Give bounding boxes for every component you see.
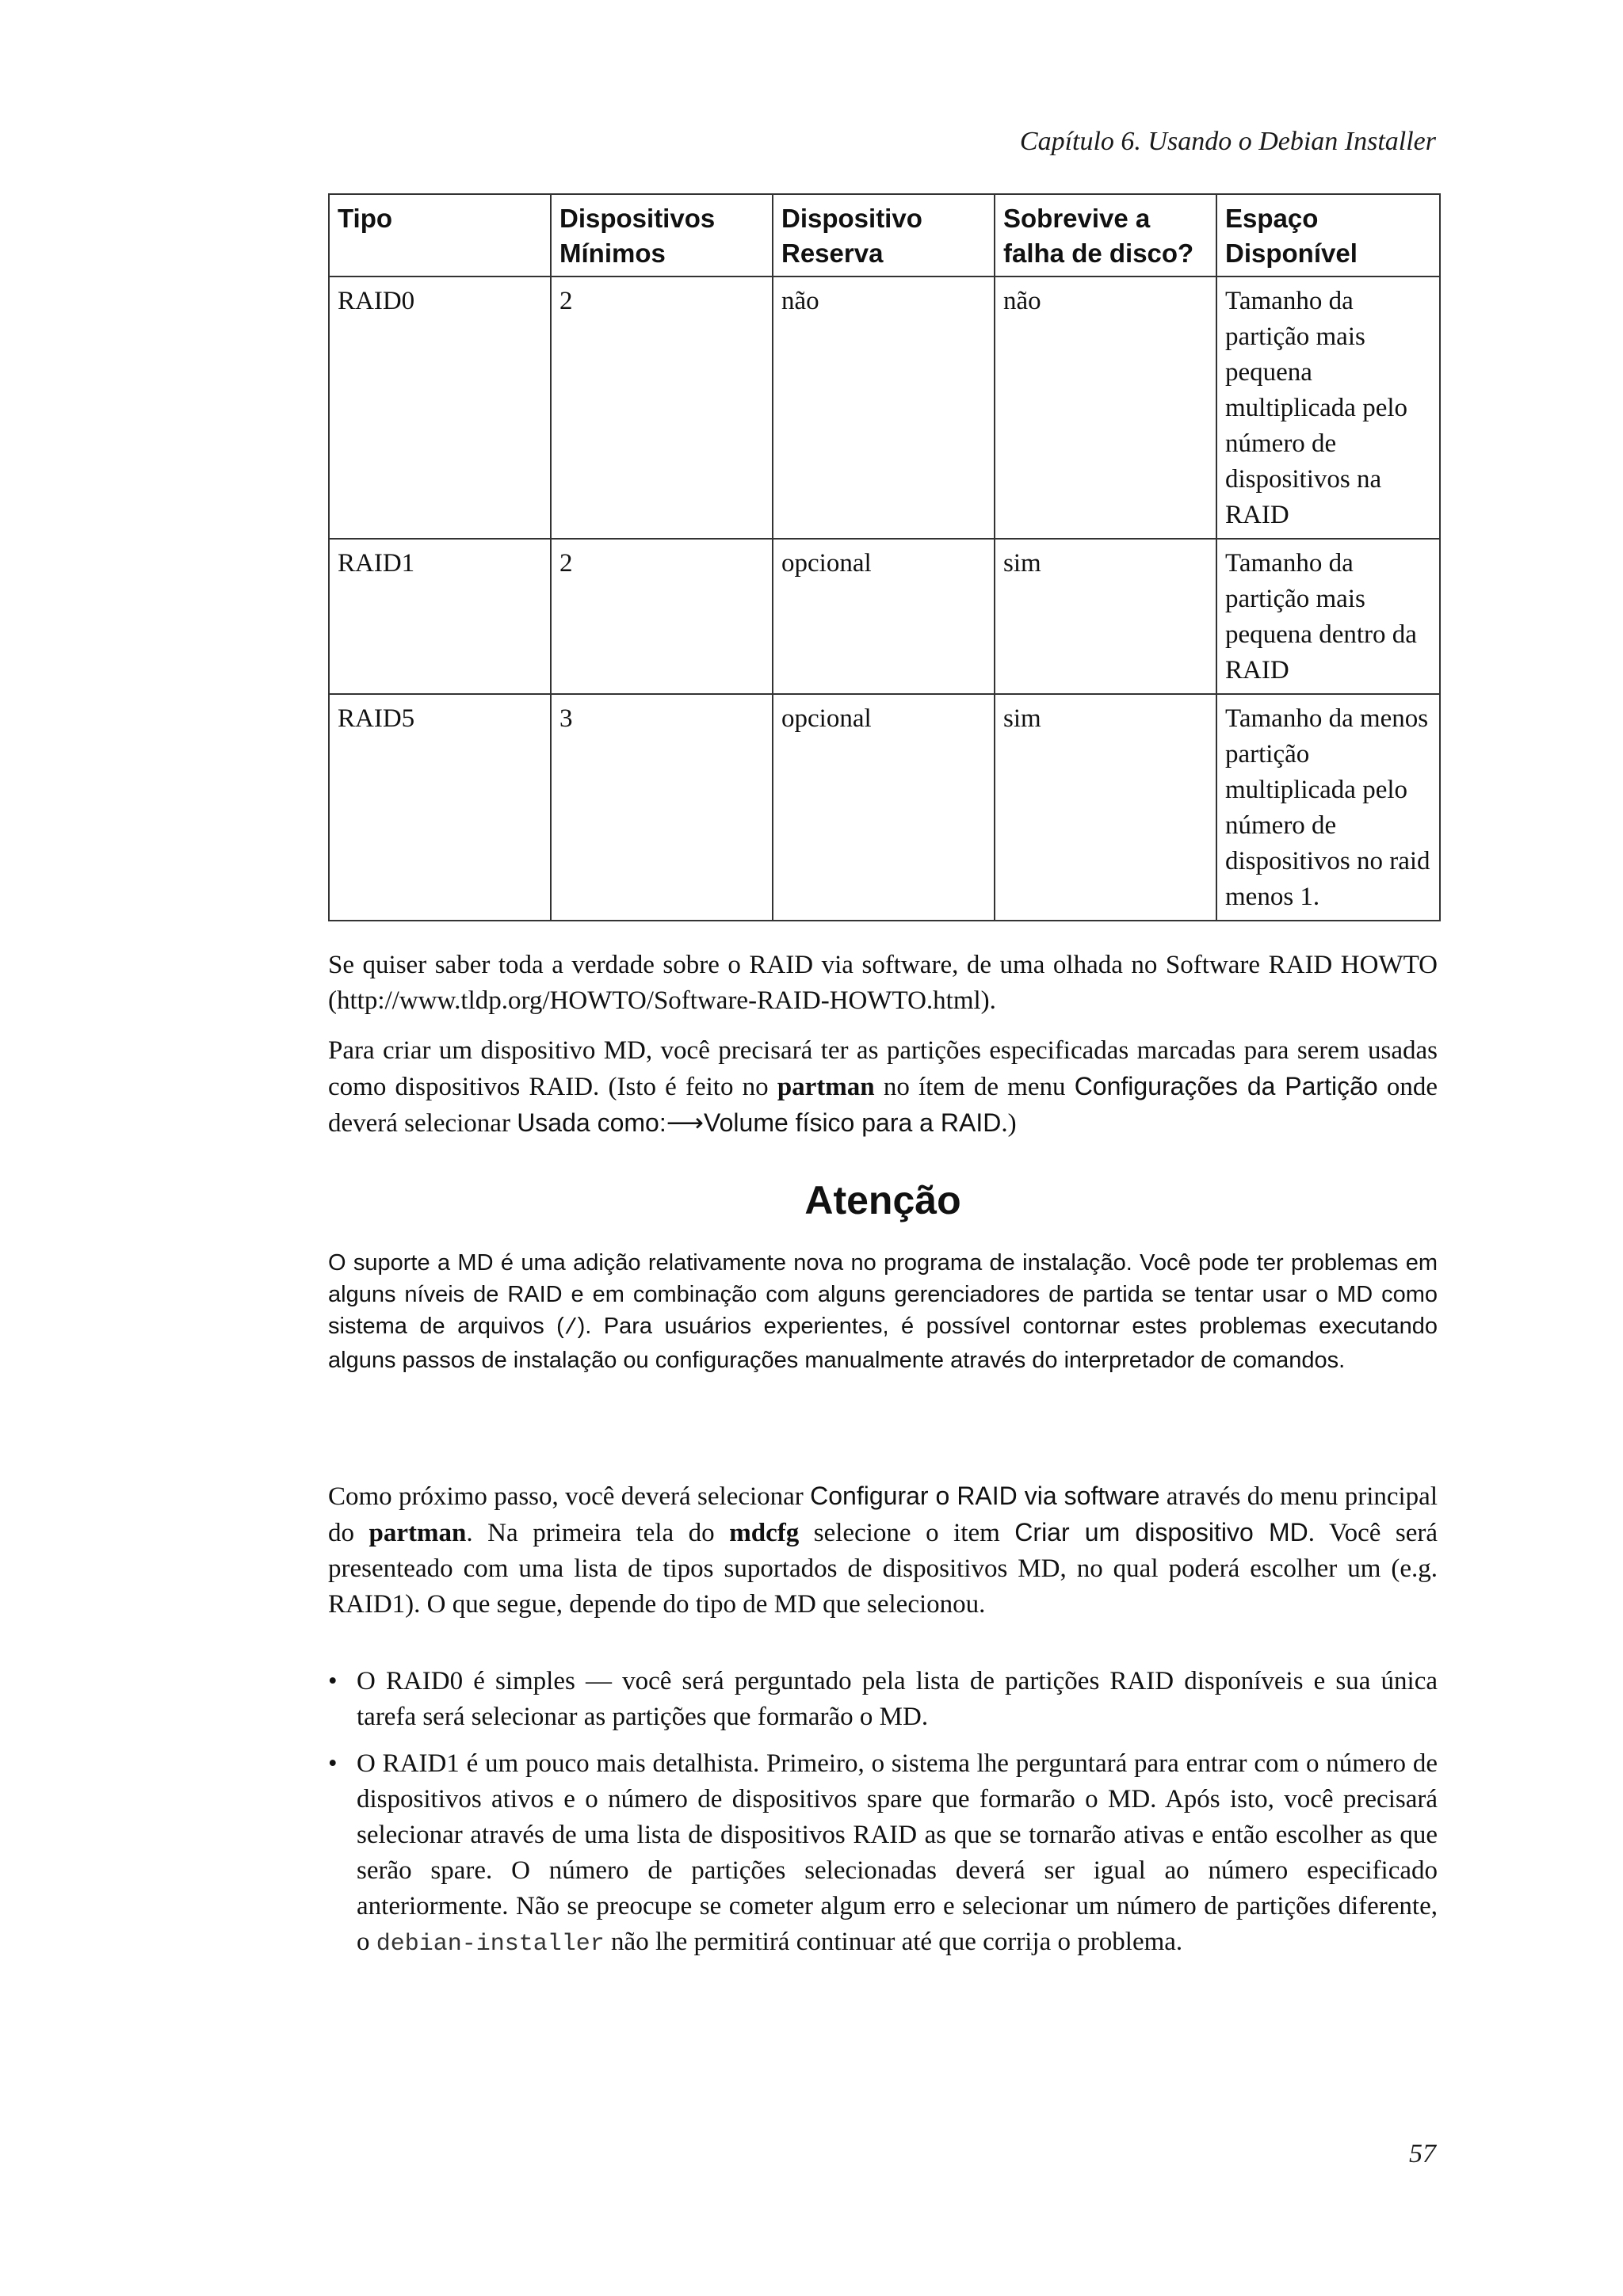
- cell-sobrevive: não: [995, 277, 1216, 539]
- col-header-dispositivo-reserva: Dispositivo Reserva: [773, 194, 995, 277]
- attention-title: Atenção: [804, 1178, 961, 1222]
- menu-item-criar-dispositivo-md: Criar um dispositivo MD: [1014, 1518, 1308, 1547]
- cell-reserva: opcional: [773, 694, 995, 921]
- command-mdcfg: mdcfg: [729, 1519, 800, 1547]
- table-row: [329, 694, 1440, 921]
- debian-installer-code: debian-installer: [376, 1931, 605, 1958]
- paragraph-text: . Na primeira tela do: [466, 1519, 730, 1547]
- cell-sobrevive: sim: [995, 694, 1216, 921]
- command-partman: partman: [369, 1519, 467, 1547]
- table-row: [329, 277, 1440, 539]
- cell-reserva: não: [773, 277, 995, 539]
- paragraph-text: onde deverá selecionar: [328, 1073, 1438, 1138]
- paragraph-next-step: [328, 1478, 1438, 1623]
- bullet-icon: •: [328, 1749, 338, 1778]
- cell-tipo: RAID5: [329, 694, 551, 921]
- list-item-text: O RAID1 é um pouco mais detalhista. Primeiro, o sistema lhe perguntará para entrar com o número de dispositivos ativos e o número de dispositivos spare que formarão o MD. Após isto, você precisará selecionar através de uma lista de dispositivos RAID as que se tornarão ativas e então escolher as que serão spare. O número de partições selecionadas deverá ser igual ao número especificado anteriormente. Não se preocupe se cometer algum erro e selecionar um número de partições diferente, o: [357, 1749, 1438, 1956]
- root-path-code: /: [563, 1316, 578, 1341]
- cell-espaco: Tamanho da menos partição multiplicada pelo número de dispositivos no raid menos 1.: [1216, 694, 1440, 921]
- command-partman: partman: [777, 1073, 875, 1101]
- attention-body: [328, 1247, 1438, 1376]
- paragraph-text: . Você será presenteado com uma lista de tipos suportados de dispositivos MD, no qual poderá escolher um (e.g. RAID1). O que segue, depende do tipo de MD que selecionou.: [328, 1519, 1438, 1619]
- list-item: [328, 1664, 1438, 1735]
- col-header-sobrevive: Sobrevive a falha de disco?: [995, 194, 1216, 277]
- cell-minimos: 3: [551, 694, 773, 921]
- menu-item-configuracoes-particao: Configurações da Partição: [1074, 1072, 1378, 1100]
- paragraph-create-md-device: [328, 1033, 1438, 1142]
- page-number: 57: [1409, 2139, 1436, 2168]
- menu-item-volume-fisico-raid: Volume físico para a RAID: [704, 1108, 1002, 1137]
- cell-tipo: RAID1: [329, 539, 551, 694]
- running-header: Capítulo 6. Usando o Debian Installer: [1019, 127, 1436, 156]
- list-item: [328, 1746, 1438, 1962]
- cell-tipo: RAID0: [329, 277, 551, 539]
- paragraph-text: selecione o item: [799, 1519, 1015, 1547]
- list-item-text: O RAID0 é simples — você será perguntado pela lista de partições RAID disponíveis e sua única tarefa será selecionar as partições que formarão o MD.: [357, 1667, 1438, 1731]
- cell-espaco: Tamanho da partição mais pequena multiplicada pelo número de dispositivos na RAID: [1216, 277, 1440, 539]
- table-header-row: [329, 194, 1440, 277]
- paragraph-text: no ítem de menu: [874, 1073, 1075, 1101]
- menu-arrow-icon: ⟶: [666, 1109, 705, 1138]
- cell-espaco: Tamanho da partição mais pequena dentro da RAID: [1216, 539, 1440, 694]
- list-item-text: não lhe permitirá continuar até que corrija o problema.: [604, 1928, 1183, 1956]
- attention-text: O suporte a MD é uma adição relativamente nova no programa de instalação. Você pode ter problemas em alguns níveis de RAID e em combinação com alguns gerenciadores de partida se tentar usar o MD como sistema de arquivos (: [328, 1250, 1438, 1339]
- paragraph-software-raid-howto: [328, 948, 1438, 1019]
- paragraph-text: Como próximo passo, você deverá selecionar: [328, 1482, 811, 1511]
- col-header-tipo: Tipo: [329, 194, 551, 277]
- paragraph-text: Para criar um dispositivo MD, você precisará ter as partições especificadas marcadas para serem usadas como dispositivos RAID. (Isto é feito no: [328, 1036, 1438, 1101]
- table-row: [329, 539, 1440, 694]
- cell-reserva: opcional: [773, 539, 995, 694]
- raid-steps-list: [328, 1664, 1438, 1974]
- menu-item-configurar-raid: Configurar o RAID via software: [810, 1482, 1160, 1510]
- paragraph-text: .): [1001, 1109, 1017, 1138]
- paragraph-text: através do menu principal do: [328, 1482, 1438, 1547]
- menu-item-usada-como: Usada como:: [517, 1108, 666, 1137]
- attention-text: ). Para usuários experientes, é possível contornar estes problemas executando alguns passos de instalação ou configurações manualmente através do interpretador de comandos.: [328, 1314, 1438, 1373]
- cell-minimos: 2: [551, 277, 773, 539]
- col-header-espaco-disponivel: Espaço Disponível: [1216, 194, 1440, 277]
- cell-minimos: 2: [551, 539, 773, 694]
- raid-levels-table: [328, 193, 1441, 921]
- paragraph-text: Se quiser saber toda a verdade sobre o RAID via software, de uma olhada no Software RAID HOWTO (http://www.tldp.org/HOWTO/Software-RAID-HOWTO.html).: [328, 951, 1438, 1015]
- bullet-icon: •: [328, 1667, 338, 1695]
- col-header-dispositivos-minimos: Dispositivos Mínimos: [551, 194, 773, 277]
- cell-sobrevive: sim: [995, 539, 1216, 694]
